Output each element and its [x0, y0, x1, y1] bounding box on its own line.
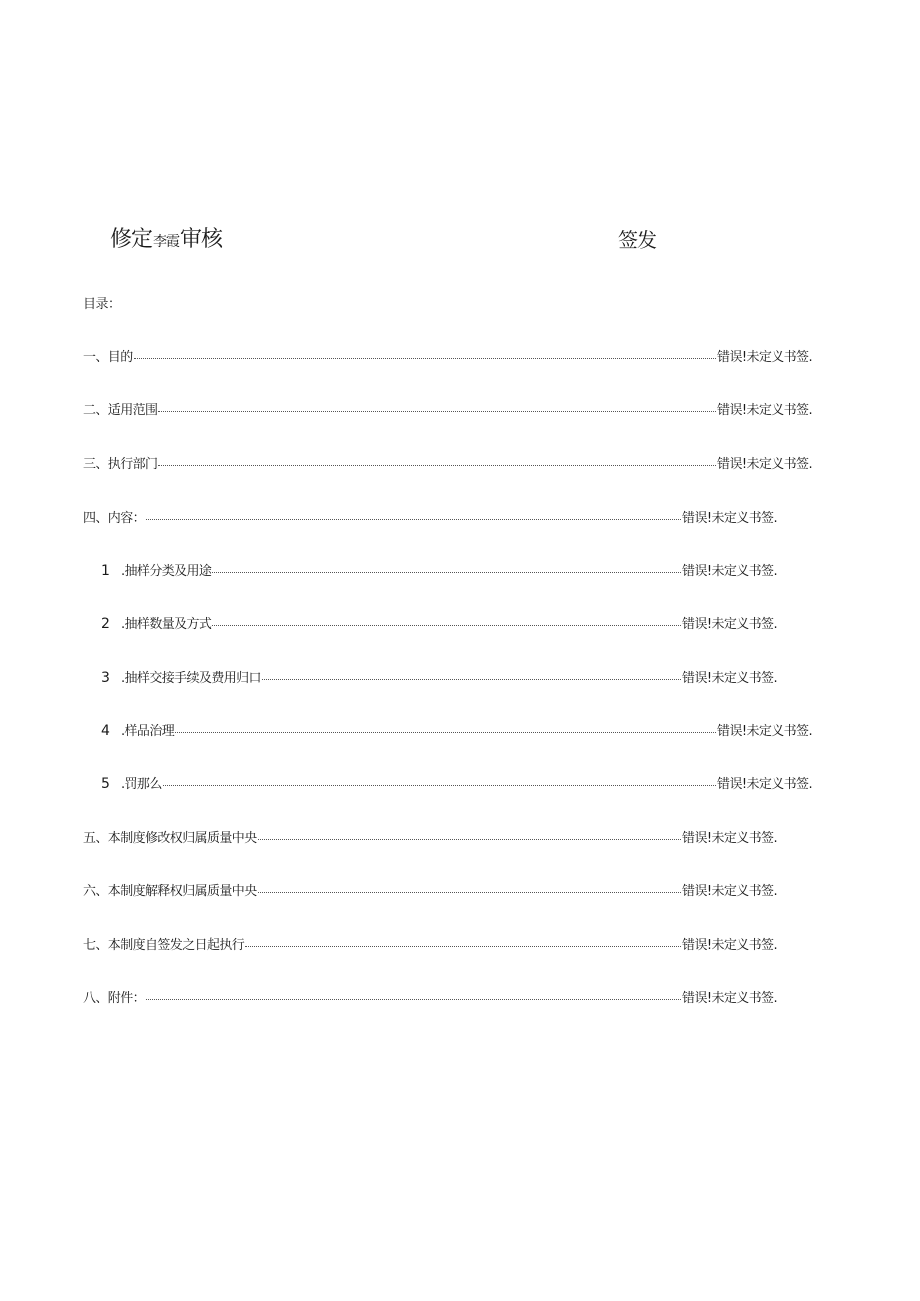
toc-entry-interpretation-rights[interactable]: [83, 880, 777, 898]
toc-entry-effective-date[interactable]: [83, 934, 777, 952]
toc-entry-sampling-quantity[interactable]: [101, 613, 777, 631]
toc-entry-label: 五、本制度修改权归属质量中央: [83, 831, 257, 846]
toc-entry-number: 3: [101, 670, 110, 686]
toc-leader-dots: [245, 935, 681, 947]
toc-page-ref: 错误!未定义书签.: [682, 884, 777, 899]
toc-leader-dots: [258, 828, 681, 840]
issue-label: 签发: [618, 228, 656, 252]
toc-entry-label: 六、本制度解释权归属质量中央: [83, 884, 257, 899]
toc-leader-dots: [175, 721, 716, 733]
signature-header: [0, 222, 920, 256]
toc-page-ref: 错误!未定义书签.: [717, 724, 812, 739]
toc-entry-content[interactable]: [83, 507, 777, 525]
toc-entry-label: .样品治理: [121, 724, 175, 739]
toc-page-ref: 错误!未定义书签.: [682, 617, 777, 632]
toc-leader-dots: [262, 668, 681, 680]
toc-page-ref: 错误!未定义书签.: [717, 777, 812, 792]
toc-entry-modification-rights[interactable]: [83, 827, 777, 845]
toc-entry-label: .抽样数量及方式: [121, 617, 212, 632]
revise-label: 修定: [110, 227, 153, 252]
toc-entry-number: 2: [101, 616, 110, 632]
toc-page-ref: 错误!未定义书签.: [682, 564, 777, 579]
toc-entry-label: .抽样分类及用途: [121, 564, 212, 579]
toc-page-ref: 错误!未定义书签.: [717, 350, 812, 365]
toc-entry-label: 二、适用范围: [83, 403, 158, 418]
toc-leader-dots: [146, 508, 681, 520]
toc-page-ref: 错误!未定义书签.: [717, 403, 812, 418]
toc-leader-dots: [163, 774, 716, 786]
toc-page-ref: 错误!未定义书签.: [682, 671, 777, 686]
toc-leader-dots: [158, 400, 716, 412]
reviser-name: 李霞: [153, 234, 180, 250]
toc-leader-dots: [146, 988, 681, 1000]
toc-page-ref: 错误!未定义书签.: [717, 457, 812, 472]
toc-entry-purpose[interactable]: [83, 346, 812, 364]
toc-entry-label: .罚那么: [121, 777, 162, 792]
toc-page-ref: 错误!未定义书签.: [682, 991, 777, 1006]
toc-leader-dots: [258, 881, 681, 893]
toc-entry-label: 三、执行部门: [83, 457, 158, 472]
review-label: 审核: [180, 227, 223, 252]
toc-entry-label: 一、目的: [83, 350, 133, 365]
toc-leader-dots: [158, 454, 716, 466]
revise-review-group: [110, 222, 222, 253]
toc-entry-attachments[interactable]: [83, 987, 777, 1005]
toc-entry-label: .抽样交接手续及费用归口: [121, 671, 261, 686]
toc-page-ref: 错误!未定义书签.: [682, 511, 777, 526]
toc-entry-sampling-handover[interactable]: [101, 667, 777, 685]
toc-entry-label: 四、内容：: [83, 511, 146, 526]
toc-leader-dots: [212, 614, 681, 626]
toc-page-ref: 错误!未定义书签.: [682, 938, 777, 953]
toc-title: 目录：: [83, 297, 121, 312]
toc-entry-penalties[interactable]: [101, 773, 812, 791]
toc-entry-number: 1: [101, 563, 110, 579]
toc-entry-sampling-categories[interactable]: [101, 560, 777, 578]
toc-entry-label: 八、附件：: [83, 991, 146, 1006]
toc-entry-number: 4: [101, 723, 110, 739]
toc-entry-label: 七、本制度自签发之日起执行: [83, 938, 245, 953]
toc-page-ref: 错误!未定义书签.: [682, 831, 777, 846]
toc-entry-scope[interactable]: [83, 399, 812, 417]
toc-entry-number: 5: [101, 776, 110, 792]
toc-entry-sample-management[interactable]: [101, 720, 812, 738]
toc-leader-dots: [212, 561, 681, 573]
toc-entry-department[interactable]: [83, 453, 812, 471]
toc-leader-dots: [134, 347, 716, 359]
